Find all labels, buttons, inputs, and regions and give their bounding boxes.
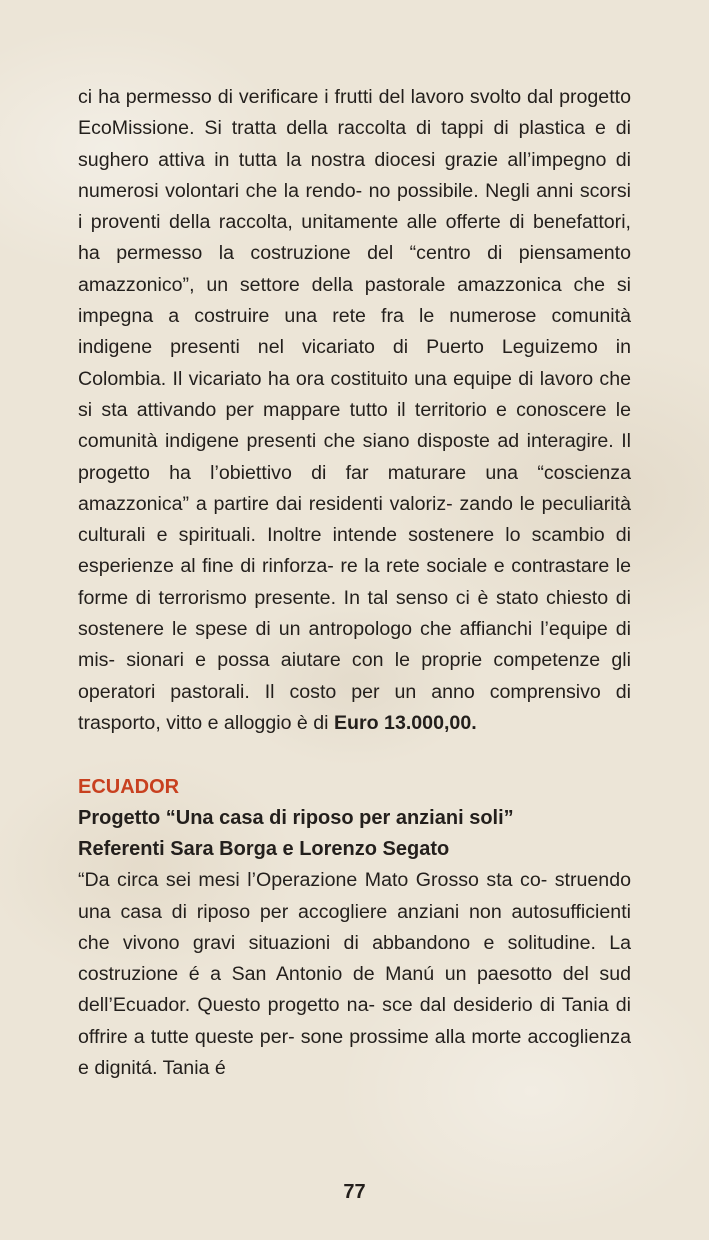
text-line: di plastica e di sughero attiva in tutta la nostra diocesi (78, 117, 631, 171)
project-referents: Referenti Sara Borga e Lorenzo Segato (78, 838, 450, 861)
text-column (78, 82, 631, 1084)
text-line: sce dal desiderio di Tania di offrire a tutte queste per- (78, 994, 631, 1048)
section-title-country: ECUADOR (78, 776, 180, 799)
text-line: autosufficienti che vivono gravi situazioni di abbandono (78, 900, 631, 954)
text-line: presenti nel vicariato di Puerto Leguizemo in Colombia. (78, 336, 631, 390)
text-line: “Da circa sei mesi l’Operazione Mato Grosso sta co- (78, 869, 548, 892)
text-line: sta attivando per mappare tutto il territorio e conoscere (101, 398, 607, 421)
text-line: costruzione del “centro di piensamento amazzonico”, (78, 242, 631, 296)
text-line: no possibile. Negli anni scorsi i proventi della raccolta, (78, 179, 632, 234)
cost-amount: Euro 13.000,00. (333, 711, 477, 734)
text-line: a costruire una rete fra le numerose comunità indigene (78, 305, 631, 359)
text-line: spese di un antropologo che affianchi l’equipe di mis- (78, 618, 631, 672)
text-line: interagire. Il progetto ha l’obiettivo di far maturare una (78, 430, 631, 484)
project-title: Progetto “Una casa di riposo per anziani soli” (78, 807, 514, 830)
text-line: e solitudine. La costruzione é a San Antonio de Manú (78, 931, 631, 986)
text-line: “coscienza amazzonica” a partire dai residenti valoriz- (78, 461, 631, 515)
text-line: un paesotto del sud dell’Ecuador. Questo progetto na- (78, 963, 631, 1017)
text-line: grazie all’impegno di numerosi volontari che la rendo- (78, 148, 631, 202)
text-line: un settore della pastorale amazzonica che si impegna (78, 273, 631, 328)
text-line: ci ha permesso di verificare i frutti del lavoro svolto dal (78, 86, 554, 108)
body-paragraph-ecuador (78, 865, 631, 1084)
text-line-last: trasporto, vitto e alloggio è di (78, 711, 329, 734)
text-line: zando le peculiarità culturali e spirituali. Inoltre intende (78, 492, 631, 547)
text-line: sostenere lo scambio di esperienze al fine di rinforza- (78, 524, 631, 578)
text-line: le comunità indigene presenti che siano disposte ad (78, 398, 631, 453)
text-line: sionari e possa aiutare con le proprie competenze gli (126, 649, 631, 672)
text-line: Il vicariato ha ora costituito una equipe di lavoro che si (78, 367, 631, 421)
text-line: struendo una casa di riposo per accogliere anziani non (78, 869, 631, 923)
body-paragraph-colombia (78, 82, 631, 739)
page-number: 77 (343, 1181, 366, 1203)
text-line: operatori pastorali. Il costo per un anno comprensivo di (78, 680, 631, 703)
text-line: progetto EcoMissione. Si tratta della raccolta di tappi (78, 86, 631, 140)
text-line: presente. In tal senso ci è stato chiesto di sostenere le (78, 586, 631, 641)
text-line: unitamente alle offerte di benefattori, ha permesso la (78, 211, 631, 265)
text-line: sone prossime alla morte accoglienza e dignitá. Tania é (78, 1025, 631, 1080)
text-line: re la rete sociale e contrastare le forme di terrorismo (78, 555, 631, 609)
